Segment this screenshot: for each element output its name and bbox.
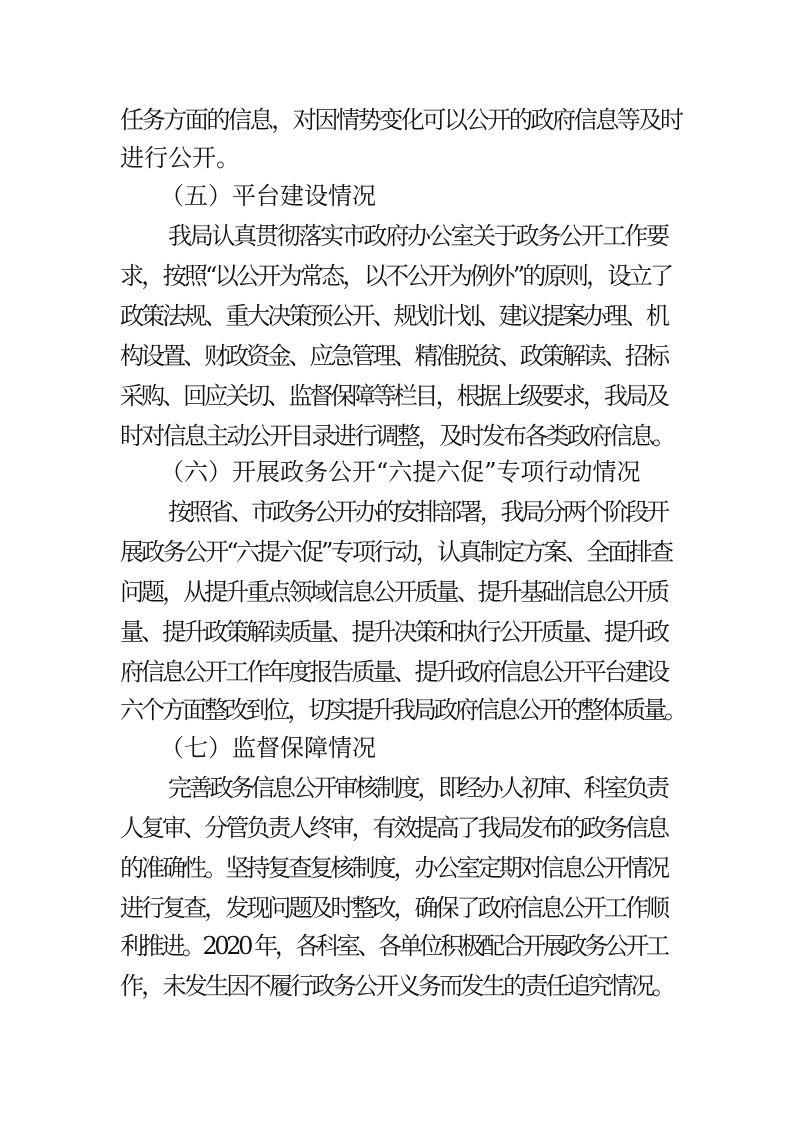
line-text: 政策法规、重大决策预公开、规划计划、建议提案办理、机 xyxy=(120,302,668,330)
line-text: 量、提升政策解读质量、提升决策和执行公开质量、提升政 xyxy=(120,618,668,646)
text-line-20 xyxy=(0,848,793,888)
line-text: 进行复查，发现问题及时整改，确保了政府信息公开工作顺 xyxy=(120,894,668,922)
heading-text: （七）监督保障情况 xyxy=(160,734,376,762)
line-text: 展政务公开“六提六促”专项行动，认真制定方案、全面排查 xyxy=(120,538,672,566)
line-text: 求，按照“以公开为常态，以不公开为例外”的原则，设立了 xyxy=(120,262,672,290)
line-text: 构设置、财政资金、应急管理、精准脱贫、政策解读、招标 xyxy=(120,342,668,370)
text-line-22 xyxy=(0,926,793,966)
line-text: 完善政务信息公开审核制度，即经办人初审、科室负责 xyxy=(168,774,667,802)
heading-text: （六）开展政务公开“六提六促”专项行动情况 xyxy=(160,458,641,486)
text-line-7 xyxy=(0,336,793,376)
section-heading-5 xyxy=(0,176,793,216)
line-text: 任务方面的信息，对因情势变化可以公开的政府信息等及时 xyxy=(120,106,682,134)
text-line-11 xyxy=(0,492,793,532)
line-text: 按照省、市政务公开办的安排部署，我局分两个阶段开 xyxy=(168,498,667,526)
text-line-14 xyxy=(0,612,793,652)
line-text: 我局认真贯彻落实市政府办公室关于政务公开工作要 xyxy=(168,222,668,250)
text-line-2 xyxy=(0,138,793,178)
text-line-15 xyxy=(0,652,793,692)
line-text: 作，未发生因不履行政务公开义务而发生的责任追究情况。 xyxy=(120,972,674,1000)
text-line-1 xyxy=(0,100,793,140)
line-text: 进行公开。 xyxy=(120,144,240,172)
line-text: 府信息公开工作年度报告质量、提升政府信息公开平台建设 xyxy=(120,658,668,686)
heading-text: （五）平台建设情况 xyxy=(160,182,376,210)
text-line-23 xyxy=(0,966,793,1006)
line-text: 六个方面整改到位，切实提升我局政府信息公开的整体质量。 xyxy=(120,696,685,724)
line-text: 问题，从提升重点领域信息公开质量、提升基础信息公开质 xyxy=(120,578,668,606)
text-line-6 xyxy=(0,296,793,336)
text-line-19 xyxy=(0,808,793,848)
line-text: 时对信息主动公开目录进行调整，及时发布各类政府信息。 xyxy=(120,422,674,450)
line-text: 采购、回应关切、监督保障等栏目，根据上级要求，我局及 xyxy=(120,382,668,410)
section-heading-7 xyxy=(0,728,793,768)
text-line-13 xyxy=(0,572,793,612)
text-line-18 xyxy=(0,768,793,808)
text-line-16 xyxy=(0,690,793,730)
line-text: 的准确性。坚持复查复核制度，办公室定期对信息公开情况 xyxy=(120,854,668,882)
text-line-21 xyxy=(0,888,793,928)
line-text: 利推进。2020 年，各科室、各单位积极配合开展政务公开工 xyxy=(120,932,667,960)
text-line-4 xyxy=(0,216,793,256)
text-line-9 xyxy=(0,416,793,456)
text-line-12 xyxy=(0,532,793,572)
line-text: 人复审、分管负责人终审，有效提高了我局发布的政务信息 xyxy=(120,814,668,842)
text-line-5 xyxy=(0,256,793,296)
section-heading-6 xyxy=(0,452,793,492)
text-line-8 xyxy=(0,376,793,416)
